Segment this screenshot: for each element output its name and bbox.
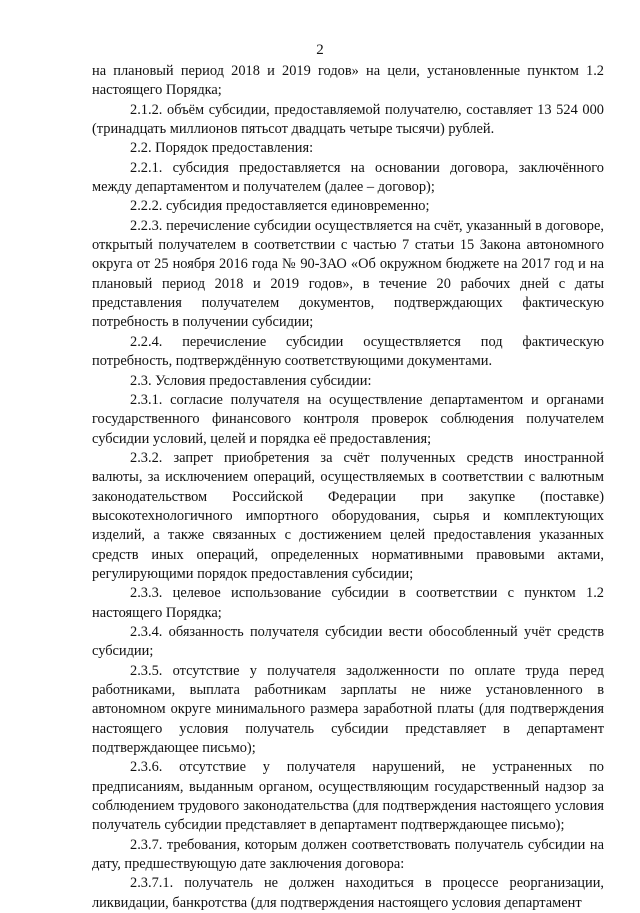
paragraph-2-3-7-1: 2.3.7.1. получатель не должен находиться в процессе реорганизации, ликвидации, банкротства (для подтверждения настоящего условия департамент bbox=[92, 875, 604, 911]
paragraph-2-2: 2.2. Порядок предоставления: bbox=[130, 140, 314, 157]
paragraph-2-3: 2.3. Условия предоставления субсидии: bbox=[130, 372, 372, 389]
paragraph-2-3-2: 2.3.2. запрет приобретения за счёт полученных средств иностранной валюты, за исключением операций, осуществляемых в соответствии с валютным законодательством Российской Федерации при закупке (поставке) высокотехнологичного импортного оборудования, сырья и комплектующих изделий, а также связанных с достижением целей предоставления указанных средств иных операций, определенных нормативными правовыми актами, регулирующими порядок предоставления субсидии; bbox=[92, 449, 604, 582]
paragraph-2-2-2: 2.2.2. субсидия предоставляется единовременно; bbox=[130, 198, 430, 215]
paragraph-continuation: на плановый период 2018 и 2019 годов» на цели, установленные пунктом 1.2 настоящего Порядка; bbox=[92, 63, 604, 99]
page-number: 2 bbox=[316, 42, 324, 58]
paragraph-2-2-4: 2.2.4. перечисление субсидии осуществляется под фактическую потребность, подтверждённую соответствующими документами. bbox=[92, 333, 604, 370]
paragraph-2-3-1: 2.3.1. согласие получателя на осуществление департаментом и органами государственного финансового контроля проверок соблюдения получателем субсидии условий, целей и порядка её предоставления; bbox=[92, 391, 604, 447]
paragraph-2-2-1: 2.2.1. субсидия предоставляется на основании договора, заключённого между департаментом и получателем (далее – договор); bbox=[92, 159, 604, 196]
paragraph-2-1-2: 2.1.2. объём субсидии, предоставляемой получателю, составляет 13 524 000 (тринадцать миллионов пятьсот двадцать четыре тысячи) рублей. bbox=[92, 101, 604, 138]
document-body bbox=[92, 62, 604, 913]
paragraph-2-2-3: 2.2.3. перечисление субсидии осуществляется на счёт, указанный в договоре, открытый получателем в соответствии с частью 7 статьи 15 Закона автономного округа от 25 ноября 2016 года № 90-ЗАО «Об окружном бюджете на 2017 год и на плановый период 2018 и 2019 годов», в течение 20 рабочих дней с даты представления получателем документов, подтверждающих фактическую потребность в получении субсидии; bbox=[92, 217, 604, 331]
paragraph-2-3-5: 2.3.5. отсутствие у получателя задолженности по оплате труда перед работниками, выплата работникам зарплаты не ниже установленного в автономном округе минимального размера заработной платы (для подтверждения настоящего условия получатель субсидии представляет в департамент подтверждающее письмо); bbox=[92, 662, 604, 757]
paragraph-2-3-6: 2.3.6. отсутствие у получателя нарушений, не устраненных по предписаниям, выданным органом, осуществляющим государственный надзор за соблюдением трудового законодательства (для подтверждения настоящего условия получатель субсидии представляет в департамент подтверждающее письмо); bbox=[92, 759, 604, 834]
paragraph-2-3-7: 2.3.7. требования, которым должен соответствовать получатель субсидии на дату, предшествующую дате заключения договора: bbox=[92, 836, 604, 873]
paragraph-2-3-3: 2.3.3. целевое использование субсидии в соответствии с пунктом 1.2 настоящего Порядка; bbox=[92, 585, 604, 621]
paragraph-2-3-4: 2.3.4. обязанность получателя субсидии вести обособленный учёт средств субсидии; bbox=[92, 623, 604, 660]
